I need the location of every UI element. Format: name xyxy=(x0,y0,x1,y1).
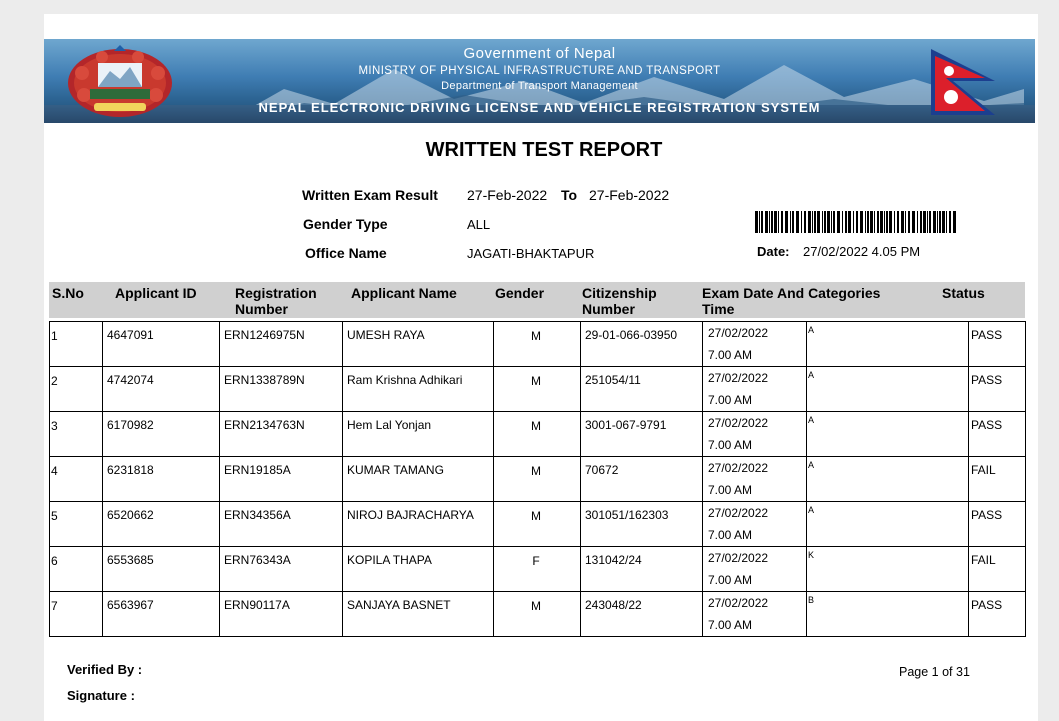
cell-registration xyxy=(220,502,343,547)
cell-category xyxy=(807,412,969,457)
col-sno: S.No xyxy=(52,285,84,301)
system-title: NEPAL ELECTRONIC DRIVING LICENSE AND VEHICLE REGISTRATION SYSTEM xyxy=(258,100,821,115)
cell-applicant-name xyxy=(343,592,494,637)
cell-applicant-id-text: 6563967 xyxy=(107,598,154,612)
col-gender: Gender xyxy=(495,285,545,301)
cell-category-text: K xyxy=(808,550,815,560)
barcode-bar xyxy=(953,211,956,233)
barcode-bar xyxy=(897,211,899,233)
barcode-bar xyxy=(942,211,945,233)
date-value: 27/02/2022 4.05 PM xyxy=(803,244,921,259)
verified-by-label: Verified By : xyxy=(67,662,143,677)
exam-time-text: 7.00 AM xyxy=(708,528,753,542)
cell-gender xyxy=(494,592,581,637)
cell-status xyxy=(969,502,1026,547)
cell-registration-text: ERN2134763N xyxy=(224,418,305,432)
barcode-bar xyxy=(920,211,922,233)
cell-citizenship xyxy=(581,502,703,547)
barcode-bar xyxy=(785,211,788,233)
cell-exam-datetime xyxy=(703,547,807,592)
page-info: Page 1 of 31 xyxy=(899,665,970,679)
barcode-bar xyxy=(917,211,918,233)
cell-applicant-id xyxy=(103,502,220,547)
cell-gender-text: F xyxy=(532,554,540,568)
barcode-bar xyxy=(927,211,928,233)
cell-status xyxy=(969,547,1026,592)
cell-registration xyxy=(220,592,343,637)
barcode-bar xyxy=(912,211,915,233)
cell-exam-datetime xyxy=(703,502,807,547)
cell-gender xyxy=(494,322,581,367)
department-title: Department of Transport Management xyxy=(441,80,638,92)
date-from: 27-Feb-2022 xyxy=(467,187,548,203)
cell-applicant-id-text: 6520662 xyxy=(107,508,154,522)
barcode-bar xyxy=(939,211,941,233)
cell-sno-text: 3 xyxy=(51,419,58,433)
barcode-bar xyxy=(792,211,794,233)
table-row xyxy=(50,547,1026,592)
cell-gender-text: M xyxy=(531,599,541,613)
cell-citizenship xyxy=(581,367,703,412)
cell-applicant-id-text: 6231818 xyxy=(107,463,154,477)
page-title: WRITTEN TEST REPORT xyxy=(425,139,663,161)
barcode-bar xyxy=(880,211,883,233)
barcode-icon xyxy=(755,211,958,233)
barcode-bar xyxy=(822,211,823,233)
col-registration-line1: Registration xyxy=(235,285,317,301)
cell-registration xyxy=(220,322,343,367)
results-table xyxy=(49,321,1026,637)
cell-sno xyxy=(50,367,103,412)
cell-category xyxy=(807,322,969,367)
cell-citizenship xyxy=(581,547,703,592)
barcode-bar xyxy=(874,211,875,233)
cell-registration-text: ERN90117A xyxy=(224,598,290,612)
col-citizenship xyxy=(582,285,657,317)
office-name-value: JAGATI-BHAKTAPUR xyxy=(467,246,595,261)
to-label: To xyxy=(561,187,578,203)
cell-status-text: PASS xyxy=(971,418,1003,432)
cell-gender xyxy=(494,457,581,502)
barcode-bar xyxy=(908,211,910,233)
barcode-bar xyxy=(774,211,777,233)
gender-type-value: ALL xyxy=(467,217,491,232)
cell-category xyxy=(807,367,969,412)
cell-category-text: A xyxy=(808,325,815,335)
cell-sno xyxy=(50,502,103,547)
exam-time-text: 7.00 AM xyxy=(708,348,753,362)
table-row xyxy=(50,322,1026,367)
cell-status-text: PASS xyxy=(971,598,1003,612)
cell-gender-text: M xyxy=(531,464,541,478)
cell-applicant-name xyxy=(343,502,494,547)
cell-citizenship xyxy=(581,592,703,637)
barcode-bar xyxy=(778,211,779,233)
cell-citizenship-text: 243048/22 xyxy=(585,598,642,612)
barcode-bar xyxy=(755,211,758,233)
exam-date-text: 27/02/2022 xyxy=(708,416,769,430)
cell-sno-text: 5 xyxy=(51,509,58,523)
barcode-bar xyxy=(769,211,770,233)
cell-applicant-name xyxy=(343,367,494,412)
exam-time-text: 7.00 AM xyxy=(708,618,753,632)
cell-sno-text: 7 xyxy=(51,599,58,613)
cell-category xyxy=(807,547,969,592)
cell-sno-text: 1 xyxy=(51,329,58,343)
barcode-bar xyxy=(771,211,773,233)
cell-applicant-id xyxy=(103,322,220,367)
barcode-bar xyxy=(814,211,816,233)
barcode-bar xyxy=(765,211,768,233)
barcode-bar xyxy=(817,211,820,233)
cell-category-text: A xyxy=(808,505,815,515)
barcode-bar xyxy=(781,211,783,233)
barcode-bar xyxy=(870,211,873,233)
barcode-bar xyxy=(824,211,826,233)
cell-citizenship-text: 301051/162303 xyxy=(585,508,669,522)
cell-sno-text: 6 xyxy=(51,554,58,568)
cell-gender xyxy=(494,367,581,412)
barcode-bar xyxy=(759,211,760,233)
cell-status xyxy=(969,412,1026,457)
table-row xyxy=(50,412,1026,457)
nepal-flag-icon xyxy=(929,47,1001,117)
cell-applicant-name xyxy=(343,412,494,457)
barcode-bar xyxy=(790,211,791,233)
cell-category-text: B xyxy=(808,595,815,605)
barcode-bar xyxy=(796,211,799,233)
barcode-bar xyxy=(946,211,947,233)
barcode-bar xyxy=(884,211,885,233)
col-exam-line1: Exam Date And Categories xyxy=(702,285,881,301)
cell-applicant-id xyxy=(103,547,220,592)
gender-type-label: Gender Type xyxy=(303,216,388,232)
cell-sno-text: 4 xyxy=(51,464,58,478)
table-row xyxy=(50,592,1026,637)
cell-citizenship-text: 70672 xyxy=(585,463,619,477)
date-label: Date: xyxy=(757,244,790,259)
barcode-bar xyxy=(801,211,802,233)
cell-status-text: PASS xyxy=(971,373,1003,387)
government-title: Government of Nepal xyxy=(463,45,616,62)
cell-status xyxy=(969,457,1026,502)
exam-time-text: 7.00 AM xyxy=(708,438,753,452)
cell-status-text: FAIL xyxy=(971,553,996,567)
col-registration xyxy=(235,285,317,317)
barcode-bar xyxy=(860,211,863,233)
barcode-bar xyxy=(845,211,847,233)
office-name-label: Office Name xyxy=(305,245,387,261)
cell-applicant-name-text: UMESH RAYA xyxy=(347,328,425,342)
cell-exam-datetime xyxy=(703,367,807,412)
cell-applicant-name-text: Ram Krishna Adhikari xyxy=(347,373,463,387)
barcode-bar xyxy=(842,211,843,233)
col-exam-date xyxy=(702,285,880,317)
barcode-bar xyxy=(865,211,866,233)
barcode-bar xyxy=(937,211,938,233)
col-exam-line2: Time xyxy=(702,301,735,317)
cell-citizenship-text: 131042/24 xyxy=(585,553,642,567)
cell-applicant-name xyxy=(343,322,494,367)
col-applicant-id: Applicant ID xyxy=(115,285,197,301)
cell-applicant-name xyxy=(343,547,494,592)
barcode-bar xyxy=(831,211,832,233)
cell-sno xyxy=(50,592,103,637)
date-to: 27-Feb-2022 xyxy=(589,187,670,203)
cell-applicant-id-text: 6553685 xyxy=(107,553,154,567)
exam-time-text: 7.00 AM xyxy=(708,393,753,407)
cell-gender-text: M xyxy=(531,329,541,343)
report-page xyxy=(44,14,1038,721)
cell-registration-text: ERN34356A xyxy=(224,508,291,522)
exam-result-label: Written Exam Result xyxy=(302,187,438,203)
cell-category xyxy=(807,457,969,502)
cell-citizenship xyxy=(581,457,703,502)
exam-date-text: 27/02/2022 xyxy=(708,506,769,520)
cell-sno xyxy=(50,412,103,457)
cell-category xyxy=(807,502,969,547)
exam-date-text: 27/02/2022 xyxy=(708,371,769,385)
exam-time-text: 7.00 AM xyxy=(708,573,753,587)
exam-date-text: 27/02/2022 xyxy=(708,596,769,610)
table-header xyxy=(49,282,1025,318)
cell-gender-text: M xyxy=(531,374,541,388)
cell-citizenship xyxy=(581,322,703,367)
cell-applicant-id-text: 4647091 xyxy=(107,328,154,342)
cell-registration-text: ERN1338789N xyxy=(224,373,305,387)
cell-applicant-name-text: SANJAYA BASNET xyxy=(347,598,451,612)
cell-citizenship-text: 3001-067-9791 xyxy=(585,418,667,432)
cell-exam-datetime xyxy=(703,592,807,637)
cell-status-text: PASS xyxy=(971,328,1003,342)
ministry-title: MINISTRY OF PHYSICAL INFRASTRUCTURE AND TRANSPORT xyxy=(358,65,721,77)
barcode-bar xyxy=(848,211,851,233)
cell-status xyxy=(969,367,1026,412)
cell-gender xyxy=(494,412,581,457)
cell-category-text: A xyxy=(808,460,815,470)
cell-registration-text: ERN1246975N xyxy=(224,328,305,342)
cell-sno xyxy=(50,547,103,592)
cell-category-text: A xyxy=(808,415,815,425)
barcode-bar xyxy=(827,211,830,233)
cell-status xyxy=(969,322,1026,367)
cell-sno xyxy=(50,322,103,367)
barcode-bar xyxy=(949,211,951,233)
exam-time-text: 7.00 AM xyxy=(708,483,753,497)
cell-applicant-name-text: NIROJ BAJRACHARYA xyxy=(347,508,474,522)
cell-citizenship-text: 29-01-066-03950 xyxy=(585,328,678,342)
barcode-bar xyxy=(853,211,854,233)
cell-exam-datetime xyxy=(703,412,807,457)
col-citizenship-line1: Citizenship xyxy=(582,285,657,301)
col-registration-line2: Number xyxy=(235,301,288,317)
barcode-bar xyxy=(867,211,869,233)
barcode-bar xyxy=(837,211,840,233)
cell-status xyxy=(969,592,1026,637)
barcode-bar xyxy=(877,211,879,233)
barcode-bar xyxy=(833,211,835,233)
cell-applicant-name xyxy=(343,457,494,502)
cell-applicant-name-text: KOPILA THAPA xyxy=(347,553,432,567)
cell-registration-text: ERN76343A xyxy=(224,553,291,567)
cell-applicant-id-text: 6170982 xyxy=(107,418,154,432)
cell-exam-datetime xyxy=(703,457,807,502)
cell-applicant-id xyxy=(103,367,220,412)
cell-registration xyxy=(220,367,343,412)
cell-category xyxy=(807,592,969,637)
barcode-bar xyxy=(905,211,906,233)
cell-registration xyxy=(220,457,343,502)
cell-registration xyxy=(220,547,343,592)
cell-applicant-id-text: 4742074 xyxy=(107,373,154,387)
barcode-bar xyxy=(933,211,936,233)
cell-exam-datetime xyxy=(703,322,807,367)
cell-registration-text: ERN19185A xyxy=(224,463,291,477)
barcode-bar xyxy=(804,211,806,233)
barcode-bar xyxy=(856,211,858,233)
signature-label: Signature : xyxy=(67,688,135,703)
table-row xyxy=(50,457,1026,502)
barcode-bar xyxy=(894,211,895,233)
table-row xyxy=(50,367,1026,412)
cell-registration xyxy=(220,412,343,457)
table-row xyxy=(50,502,1026,547)
cell-gender-text: M xyxy=(531,419,541,433)
cell-sno xyxy=(50,457,103,502)
barcode-bar xyxy=(929,211,931,233)
header-banner xyxy=(44,39,1035,123)
cell-gender-text: M xyxy=(531,509,541,523)
cell-citizenship-text: 251054/11 xyxy=(585,373,641,387)
barcode-bar xyxy=(812,211,813,233)
cell-gender xyxy=(494,547,581,592)
cell-applicant-id xyxy=(103,592,220,637)
col-applicant-name: Applicant Name xyxy=(351,285,457,301)
barcode-bar xyxy=(808,211,811,233)
cell-status-text: PASS xyxy=(971,508,1003,522)
barcode-bar xyxy=(886,211,888,233)
cell-status-text: FAIL xyxy=(971,463,996,477)
cell-applicant-id xyxy=(103,457,220,502)
cell-sno-text: 2 xyxy=(51,374,58,388)
cell-applicant-id xyxy=(103,412,220,457)
cell-applicant-name-text: KUMAR TAMANG xyxy=(347,463,444,477)
cell-applicant-name-text: Hem Lal Yonjan xyxy=(347,418,432,432)
barcode-bar xyxy=(923,211,926,233)
exam-date-text: 27/02/2022 xyxy=(708,551,769,565)
cell-category-text: A xyxy=(808,370,815,380)
col-citizenship-line2: Number xyxy=(582,301,635,317)
cell-gender xyxy=(494,502,581,547)
exam-date-text: 27/02/2022 xyxy=(708,326,769,340)
exam-date-text: 27/02/2022 xyxy=(708,461,769,475)
col-status: Status xyxy=(942,285,985,301)
barcode-bar xyxy=(889,211,892,233)
barcode-bar xyxy=(761,211,763,233)
barcode-bar xyxy=(901,211,904,233)
cell-citizenship xyxy=(581,412,703,457)
